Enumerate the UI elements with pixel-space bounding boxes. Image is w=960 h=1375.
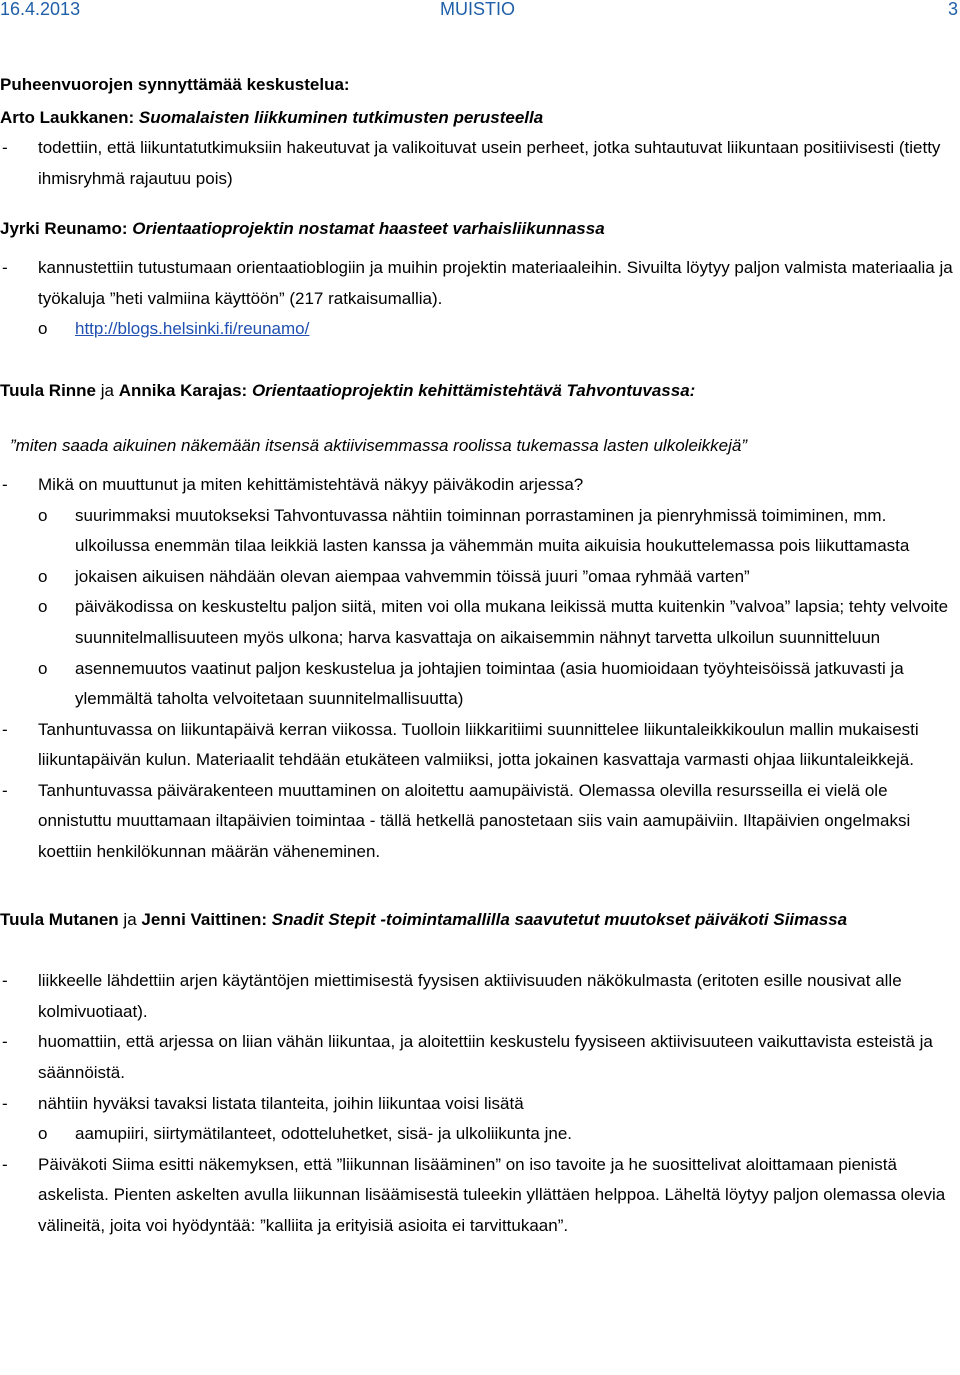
circle-marker: o xyxy=(38,566,48,586)
bullet-text: todettiin, että liikuntatutkimuksiin hakeutuvat ja valikoituvat usein perheet, jotka suhtautuvat liikuntaan positiivisesti (tietty ihmisryhmä rajautuu pois) xyxy=(38,138,941,188)
bullet-text: liikkeelle lähdettiin arjen käytäntöjen miettimisestä fyysisen aktiivisuuden näkökulmasta (eritoten esille nousivat alle kolmivuotiaat). xyxy=(38,971,902,1021)
bullet-text: huomattiin, että arjessa on liian vähän liikuntaa, ja aloitettiin keskustelu fyysiseen aktiivisuuteen vaikuttavista esteistä ja säännöistä. xyxy=(38,1032,933,1083)
dash-marker: - xyxy=(2,1032,8,1052)
dash-marker: - xyxy=(2,780,8,800)
circle-marker: o xyxy=(38,658,48,678)
talk-topic: Suomalaisten liikkuminen tutkimusten perusteella xyxy=(138,107,544,127)
bullet-item xyxy=(0,253,960,314)
bullet-item xyxy=(0,966,960,1027)
sub-bullet-text: päiväkodissa on keskusteltu paljon siitä, miten voi olla mukana leikissä mutta kuitenkin ”valvoa” lapsia; tehty velvoite suunnitelmallisuuteen myös ulkona; harva kasvattaja on aikaisemmin nähnyt tarvetta ulkoilun suunnitteluun xyxy=(75,597,949,647)
bullet-item xyxy=(0,470,960,501)
bullet-item xyxy=(0,715,960,776)
speaker-name: Tuula Rinne xyxy=(0,380,97,400)
bullet-text: nähtiin hyväksi tavaksi listata tilanteita, joihin liikuntaa voisi lisätä xyxy=(38,1093,524,1113)
intro-heading: Puheenvuorojen synnyttämää keskustelua: xyxy=(0,75,350,94)
bullet-text: Päiväkoti Siima esitti näkemyksen, että ”liikunnan lisääminen” on iso tavoite ja he suosittelivat aloittamaan pienistä askelista. Pienten askelten avulla liikunnan lisäämisestä tuleekin yllättäen helppoa. Läheltä löytyy paljon olemassa olevia välineitä, joita voi hyödyntää: ”kalliita ja erityisiä asioita ei tarvittukaan”. xyxy=(38,1154,946,1235)
sub-bullet-item xyxy=(0,314,960,345)
dash-marker: - xyxy=(2,474,8,494)
bullet-text: Mikä on muuttunut ja miten kehittämistehtävä näkyy päiväkodin arjessa? xyxy=(38,474,584,494)
header-date: 16.4.2013 xyxy=(0,0,81,19)
talk-topic: Orientaatioprojektin nostamat haasteet varhaisliikunnassa xyxy=(132,219,605,239)
sub-bullet-item xyxy=(0,1119,960,1150)
sub-bullet-text: aamupiiri, siirtymätilanteet, odotteluhetket, sisä- ja ulkoliikunta jne. xyxy=(75,1124,573,1144)
dash-marker: - xyxy=(2,1093,8,1113)
bullet-text: Tanhuntuvassa on liikuntapäivä kerran viikossa. Tuolloin liikkaritiimi suunnittelee liikuntaleikkikoulun mallin mukaisesti liikuntapäivän kulun. Materiaalit tehdään etukäteen valmiiksi, jotta jokainen kasvattaja varmasti ohjaa liikuntaleikkejä. xyxy=(38,719,919,770)
talk-topic: Orientaatioprojektin kehittämistehtävä Tahvontuvassa: xyxy=(251,380,696,400)
header-title: MUISTIO xyxy=(440,0,515,19)
section-heading-laukkanen xyxy=(0,103,960,134)
sub-bullet-item xyxy=(0,501,960,562)
bullet-item xyxy=(0,776,960,868)
bullet-item xyxy=(0,1089,960,1120)
sub-bullet-text: asennemuutos vaatinut paljon keskustelua ja johtajien toimintaa (asia huomioidaan työyhteisöissä jatkuvasti ja ylemmältä taholta velvoitetaan suunnitelmallisuutta) xyxy=(75,658,904,709)
speaker-name: Arto Laukkanen: xyxy=(0,107,135,127)
bullet-item xyxy=(0,1150,960,1242)
bullet-item xyxy=(0,133,960,194)
speaker-name: Annika Karajas: xyxy=(118,380,248,400)
section-heading-reunamo xyxy=(0,214,960,245)
bullet-item xyxy=(0,1027,960,1088)
document-body xyxy=(0,70,960,1242)
bullet-text: kannustettiin tutustumaan orientaatioblogiin ja muihin projektin materiaaleihin. Sivuilta löytyy paljon valmista materiaalia ja työkaluja ”heti valmiina käyttöön” (217 ratkaisumallia). xyxy=(38,257,953,308)
circle-marker: o xyxy=(38,597,48,617)
dash-marker: - xyxy=(2,257,8,277)
page-header xyxy=(0,0,960,24)
section-heading-mutanen-vaittinen xyxy=(0,905,960,936)
talk-topic: Snadit Stepit -toimintamallilla saavutetut muutokset päiväkoti Siimassa xyxy=(271,909,848,929)
dash-marker: - xyxy=(2,1154,8,1174)
sub-bullet-text: suurimmaksi muutokseksi Tahvontuvassa nähtiin toiminnan porrastaminen ja pienryhmissä toimiminen, mm. ulkoilussa enemmän tilaa leikkiä lasten kanssa ja vähemmän muita aikuisia houkuttelemassa pois liikuttamasta xyxy=(75,505,910,556)
circle-marker: o xyxy=(38,505,48,525)
bullet-text: Tanhuntuvassa päivärakenteen muuttaminen on aloitettu aamupäivistä. Olemassa olevilla resursseilla ei vielä ole onnistuttu muuttamaan iltapäivien toimintaa - tällä hetkellä panostetaan siis vain aamupäiviin. Iltapäivien ongelmaksi koettiin henkilökunnan määrän väheneminen. xyxy=(38,780,911,862)
project-question-quote: ”miten saada aikuinen näkemään itsensä aktiivisemmassa roolissa tukemassa lasten ulkoleikkejä” xyxy=(10,436,748,456)
dash-marker: - xyxy=(2,138,8,158)
conjunction: ja xyxy=(123,909,137,929)
dash-marker: - xyxy=(2,719,8,739)
blog-link[interactable]: http://blogs.helsinki.fi/reunamo/ xyxy=(75,319,310,339)
sub-bullet-item xyxy=(0,592,960,653)
speaker-name: Jyrki Reunamo: xyxy=(0,219,128,239)
section-heading-rinne-karajas xyxy=(0,376,960,407)
header-page-number: 3 xyxy=(947,0,958,19)
speaker-name: Tuula Mutanen xyxy=(0,909,119,929)
sub-bullet-text: jokaisen aikuisen nähdään olevan aiempaa vahvemmin töissä juuri ”omaa ryhmää varten” xyxy=(75,566,750,586)
circle-marker: o xyxy=(38,319,48,339)
sub-bullet-item xyxy=(0,654,960,715)
conjunction: ja xyxy=(100,380,114,400)
dash-marker: - xyxy=(2,971,8,991)
circle-marker: o xyxy=(38,1124,48,1144)
speaker-name: Jenni Vaittinen: xyxy=(141,909,268,929)
sub-bullet-item xyxy=(0,562,960,593)
